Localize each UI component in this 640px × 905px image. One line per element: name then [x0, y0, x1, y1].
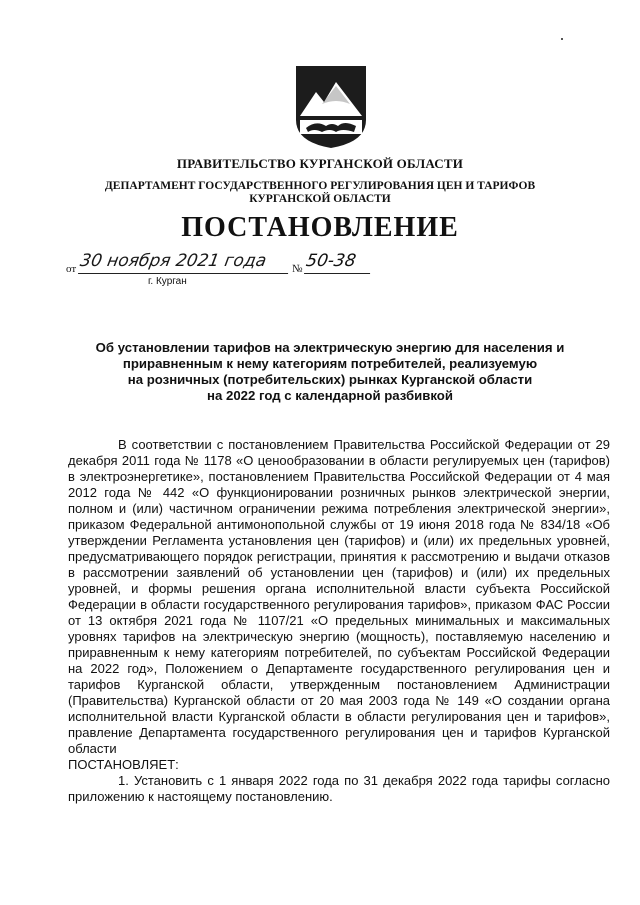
- department-line-1: ДЕПАРТАМЕНТ ГОСУДАРСТВЕННОГО РЕГУЛИРОВАНИЯ ЦЕН И ТАРИФОВ: [104, 180, 536, 192]
- resolves-keyword: ПОСТАНОВЛЯЕТ:: [68, 757, 179, 772]
- heading-line-4: на 2022 год с календарной разбивкой: [207, 388, 453, 403]
- resolution-heading: [70, 340, 590, 404]
- document-type-title: ПОСТАНОВЛЕНИЕ: [181, 212, 459, 243]
- coat-of-arms-emblem-icon: [292, 62, 370, 150]
- scan-speck: [561, 38, 563, 40]
- department-name: [40, 180, 600, 206]
- body-paragraph-preamble: В соответствии с постановлением Правительства Российской Федерации от 29 декабря 2011 года № 1178 «О ценообразовании в области регулируемых цен (тарифов) в электроэнергетике», постановлением Правительства Российской Федерации от 4 мая 2012 года № 442 «О функционировании розничных рынков электрической энергии, полном и (или) частичном ограничении режима потребления электрической энергии», приказом Федеральной антимонопольной службы от 19 июня 2018 года № 834/18 «Об утверждении Регламента установления цен (тарифов) и (или) их предельных уровней, предусматривающего порядок регистрации, принятия к рассмотрению и выдачи отказов в рассмотрении заявлений об установлении цен (тарифов) и (или) их предельных уровней, и формы решения органа исполнительной власти субъекта Российской Федерации в области государственного регулирования тарифов», приказом ФАС России от 13 октября 2021 года № 1107/21 «О предельных минимальных и максимальных уровнях тарифов на электрическую энергию (мощность), поставляемую населению и приравненным к нему категориям потребителей, по субъектам Российской Федерации на 2022 год», Положением о Департаменте государственного регулирования цен и тарифов Курганской области, утвержденным постановлением Администрации (Правительства) Курганской области от 20 мая 2003 года № 149 «О создании органа исполнительной власти Курганской области в области регулирования цен и тарифов», правление Департамента государственного регулирования цен и тарифов Курганской области: [68, 437, 610, 756]
- government-name: ПРАВИТЕЛЬСТВО КУРГАНСКОЙ ОБЛАСТИ: [176, 156, 464, 171]
- city-label: г. Курган: [148, 276, 187, 287]
- handwritten-number: 50-38: [304, 251, 374, 274]
- heading-line-1: Об установлении тарифов на электрическую энергию для населения и: [95, 340, 565, 355]
- document-body: [68, 437, 610, 805]
- dateline: [66, 253, 386, 293]
- handwritten-date: 30 ноября 2021 года: [78, 251, 292, 274]
- heading-line-2: приравненным к нему категориям потребителей, реализуемую: [122, 356, 538, 371]
- heading-line-3: на розничных (потребительских) рынках Курганской области: [127, 372, 533, 387]
- body-paragraph-item-1: 1. Установить с 1 января 2022 года по 31 декабря 2022 года тарифы согласно приложению к настоящему постановлению.: [68, 773, 610, 804]
- date-from-label: от: [66, 263, 77, 275]
- number-label: №: [292, 263, 303, 275]
- department-line-2: КУРГАНСКОЙ ОБЛАСТИ: [249, 193, 391, 205]
